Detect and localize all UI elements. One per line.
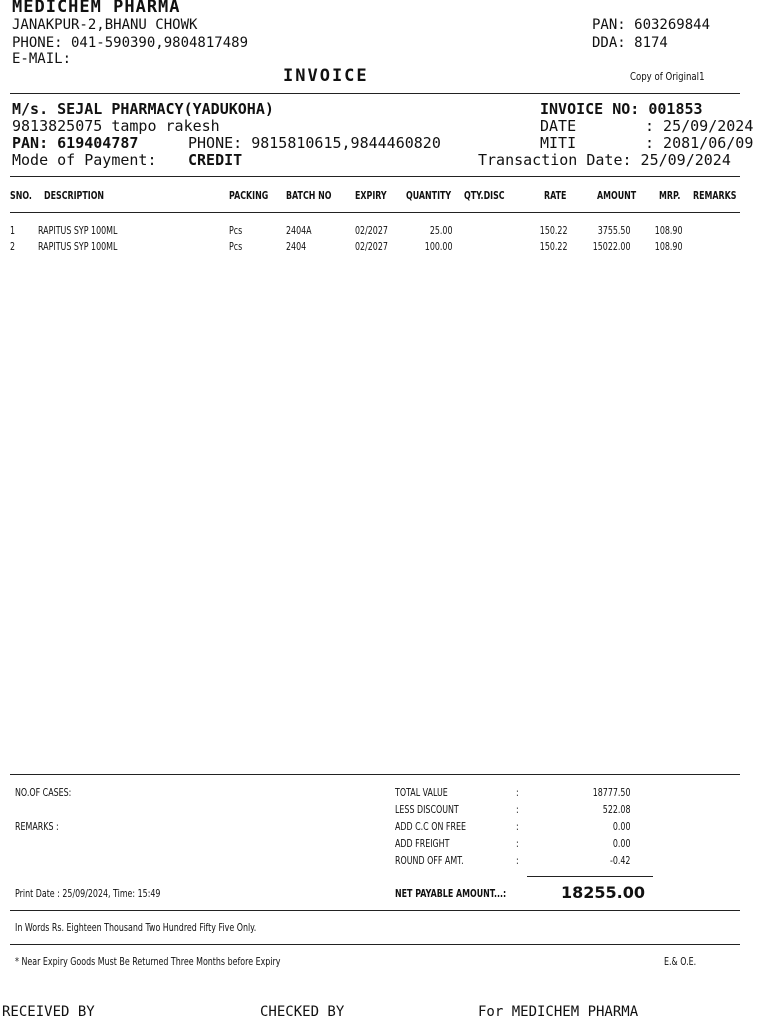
company-pan: PAN: 603269844 bbox=[592, 17, 711, 33]
divider bbox=[10, 910, 740, 911]
col-sno: SNO. bbox=[10, 189, 32, 202]
customer-name: M/s. SEJAL PHARMACY(YADUKOHA) bbox=[12, 100, 274, 118]
cell-packing: Pcs bbox=[229, 224, 243, 237]
freight-label: ADD FREIGHT bbox=[395, 837, 450, 850]
col-batch: BATCH NO bbox=[286, 189, 332, 202]
cell-description: RAPITUS SYP 100ML bbox=[38, 240, 118, 253]
print-date: Print Date : 25/09/2024, Time: 15:49 bbox=[15, 887, 161, 900]
company-name: MEDICHEM PHARMA bbox=[12, 0, 181, 17]
cell-sno: 2 bbox=[10, 240, 16, 253]
net-payable-value: 18255.00 bbox=[561, 883, 646, 902]
col-expiry: EXPIRY bbox=[355, 189, 387, 202]
customer-contact: 9813825075 tampo rakesh bbox=[12, 117, 220, 135]
document-title: INVOICE bbox=[283, 66, 369, 86]
cases-label: NO.OF CASES: bbox=[15, 786, 72, 799]
cell-mrp: 108.90 bbox=[654, 240, 682, 253]
col-qty-disc: QTY.DISC bbox=[464, 189, 505, 202]
amount-in-words: In Words Rs. Eighteen Thousand Two Hundred Fifty Five Only. bbox=[15, 921, 257, 934]
discount-sep: : bbox=[516, 803, 519, 816]
divider bbox=[10, 93, 740, 94]
freight-sep: : bbox=[516, 837, 519, 850]
company-email: E-MAIL: bbox=[12, 51, 72, 67]
cell-batch: 2404A bbox=[286, 224, 312, 237]
cell-description: RAPITUS SYP 100ML bbox=[38, 224, 118, 237]
date-label: DATE bbox=[540, 117, 577, 135]
cc-free-sep: : bbox=[516, 820, 519, 833]
net-payable-label: NET PAYABLE AMOUNT...: bbox=[395, 887, 507, 900]
col-remarks: REMARKS bbox=[693, 189, 737, 202]
divider bbox=[10, 176, 740, 177]
cell-amount: 15022.00 bbox=[592, 240, 630, 253]
cell-batch: 2404 bbox=[286, 240, 307, 253]
cell-sno: 1 bbox=[10, 224, 16, 237]
cc-free-label: ADD C.C ON FREE bbox=[395, 820, 466, 833]
cell-expiry: 02/2027 bbox=[355, 224, 388, 237]
col-amount: AMOUNT bbox=[597, 189, 637, 202]
miti-value: : 2081/06/09 bbox=[645, 134, 754, 152]
miti-label: MITI bbox=[540, 134, 577, 152]
expiry-note: * Near Expiry Goods Must Be Returned Three Months before Expiry bbox=[15, 955, 281, 968]
col-quantity: QUANTITY bbox=[406, 189, 452, 202]
remarks-label: REMARKS : bbox=[15, 820, 59, 833]
date-value: : 25/09/2024 bbox=[645, 117, 754, 135]
total-label: TOTAL VALUE bbox=[395, 786, 448, 799]
copy-label: Copy of Original1 bbox=[630, 70, 705, 83]
transaction-date: Transaction Date: 25/09/2024 bbox=[478, 151, 731, 169]
company-address: JANAKPUR-2,BHANU CHOWK bbox=[12, 17, 198, 33]
col-rate: RATE bbox=[544, 189, 567, 202]
divider bbox=[10, 944, 740, 945]
company-dda: DDA: 8174 bbox=[592, 35, 668, 51]
cc-free-value: 0.00 bbox=[612, 820, 630, 833]
subtotal-rule bbox=[527, 876, 653, 877]
col-description: DESCRIPTION bbox=[44, 189, 105, 202]
payment-mode-value: CREDIT bbox=[188, 151, 243, 169]
cell-amount: 3755.50 bbox=[597, 224, 630, 237]
discount-label: LESS DISCOUNT bbox=[395, 803, 459, 816]
roundoff-label: ROUND OFF AMT. bbox=[395, 854, 464, 867]
roundoff-value: -0.42 bbox=[609, 854, 630, 867]
received-by: RECEIVED BY bbox=[2, 1004, 95, 1020]
roundoff-sep: : bbox=[516, 854, 519, 867]
checked-by: CHECKED BY bbox=[260, 1004, 345, 1020]
total-value: 18777.50 bbox=[592, 786, 630, 799]
customer-pan: PAN: 619404787 bbox=[12, 134, 139, 152]
cell-quantity: 25.00 bbox=[429, 224, 452, 237]
for-company: For MEDICHEM PHARMA bbox=[478, 1004, 639, 1020]
divider bbox=[10, 774, 740, 775]
col-packing: PACKING bbox=[229, 189, 269, 202]
customer-phone: PHONE: 9815810615,9844460820 bbox=[188, 134, 441, 152]
invoice-number: INVOICE NO: 001853 bbox=[540, 100, 703, 118]
freight-value: 0.00 bbox=[612, 837, 630, 850]
payment-mode-label: Mode of Payment: bbox=[12, 151, 157, 169]
cell-packing: Pcs bbox=[229, 240, 243, 253]
cell-mrp: 108.90 bbox=[654, 224, 682, 237]
cell-quantity: 100.00 bbox=[424, 240, 452, 253]
total-sep: : bbox=[516, 786, 519, 799]
discount-value: 522.08 bbox=[602, 803, 630, 816]
cell-rate: 150.22 bbox=[539, 240, 567, 253]
company-phone: PHONE: 041-590390,9804817489 bbox=[12, 35, 249, 51]
eoe-label: E.& O.E. bbox=[664, 955, 697, 968]
col-mrp: MRP. bbox=[659, 189, 681, 202]
cell-rate: 150.22 bbox=[539, 224, 567, 237]
divider bbox=[10, 212, 740, 213]
cell-expiry: 02/2027 bbox=[355, 240, 388, 253]
